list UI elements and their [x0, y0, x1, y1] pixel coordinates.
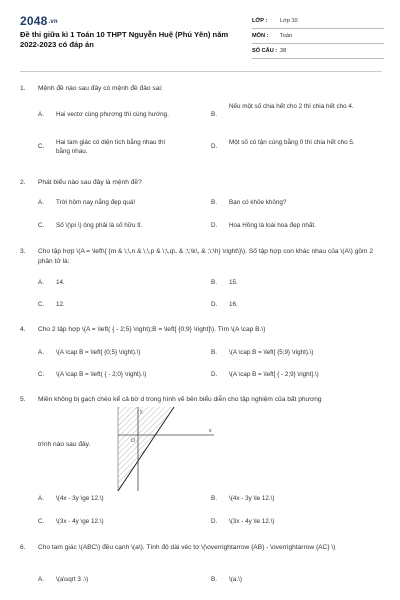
- option-letter: A.: [38, 495, 44, 502]
- option-letter: D.: [211, 518, 218, 525]
- header-divider: [20, 71, 382, 72]
- inequality-graph: [116, 405, 216, 492]
- option-text: \(3x - 4y \le 12.\): [229, 518, 275, 525]
- option-letter: B.: [211, 279, 217, 286]
- question-number: 3.: [20, 248, 26, 255]
- option-text: Bạn có khỏe không?: [229, 199, 287, 206]
- question-text: Miền không bị gạch chéo kể cả bờ d trong hình vẽ bên biểu diễn cho tập nghiệm của bất phương: [38, 396, 322, 403]
- option-letter: C.: [38, 222, 45, 229]
- question-text: Phát biểu nào sau đây là mệnh đề?: [38, 179, 142, 186]
- option-text: Số \(\pi \) ông phải là số hữu tỉ.: [56, 222, 143, 229]
- option-letter: C.: [38, 371, 45, 378]
- question-text-continued: trình nào sau đây.: [38, 441, 91, 448]
- option-letter: D.: [211, 143, 218, 150]
- option-letter: D.: [211, 301, 218, 308]
- x-axis-label: x: [209, 428, 212, 434]
- option-text: \(A \cap B = \left[ {5;9} \right).\): [229, 349, 314, 356]
- option-text: 14.: [56, 279, 65, 286]
- option-text: \(a.\): [229, 576, 242, 583]
- option-text: Hai tam giác có diện tích bằng nhau thì bằng nhau.: [56, 139, 166, 155]
- option-letter: C.: [38, 143, 45, 150]
- meta-subject-value: Toán: [280, 33, 293, 39]
- option-letter: A.: [38, 349, 44, 356]
- meta-row-class: [252, 14, 384, 29]
- document-title: Đề thi giữa kì 1 Toán 10 THPT Nguyễn Huệ (Phú Yên) năm 2022-2023 có đáp án: [20, 30, 229, 49]
- origin-label: O: [131, 438, 135, 444]
- meta-class-label: LỚP :: [252, 18, 268, 24]
- option-text: 15.: [229, 279, 238, 286]
- option-text: \(3x - 4y \ge 12.\): [56, 518, 104, 525]
- meta-subject-label: MÔN :: [252, 33, 269, 39]
- option-text: 12.: [56, 301, 65, 308]
- meta-class-value: Lớp 10: [280, 18, 298, 24]
- question-text: Cho tam giác \(ABC\) đều cạnh \(a\). Tính độ dài véc tơ \(\overrightarrow {AB} - \overrightarrow {AC} \): [38, 544, 336, 551]
- question-text: Cho 2 tập hợp \(A = \left( { - 2;5} \right);B = \left[ {0;9} \right]\). Tìm \(A \cap B.\): [38, 326, 266, 333]
- option-text: \(A \cap B = \left[ {0;5} \right).\): [56, 349, 141, 356]
- option-letter: C.: [38, 301, 45, 308]
- site-logo[interactable]: [20, 14, 58, 28]
- option-letter: B.: [211, 199, 217, 206]
- question-text: Mệnh đề nào sau đây có mệnh đề đảo sai:: [38, 85, 163, 92]
- option-letter: B.: [211, 111, 217, 118]
- option-text: \(4x - 3y \ge 12.\): [56, 495, 104, 502]
- option-text: 16.: [229, 301, 238, 308]
- option-text: \(A \cap B = \left[ { - 2;9} \right].\): [229, 371, 319, 378]
- option-text: Một số có tận cùng bằng 0 thì chia hết cho 5.: [229, 139, 355, 146]
- option-letter: A.: [38, 279, 44, 286]
- option-text: Hai vectơ cùng phương thì cùng hướng.: [56, 111, 169, 118]
- option-text: Trời hôm nay nắng đẹp quá!: [56, 199, 136, 206]
- document-header: [20, 10, 385, 66]
- question-number: 2.: [20, 179, 26, 186]
- logo-text: 2048: [20, 14, 48, 28]
- question-number: 5.: [20, 396, 26, 403]
- option-letter: B.: [211, 495, 217, 502]
- option-letter: B.: [211, 349, 217, 356]
- option-letter: B.: [211, 576, 217, 583]
- option-text: \(4x - 3y \le 12.\): [229, 495, 275, 502]
- question-number: 4.: [20, 326, 26, 333]
- meta-table: [252, 14, 384, 59]
- option-letter: A.: [38, 576, 44, 583]
- question-number: 6.: [20, 544, 26, 551]
- option-letter: D.: [211, 371, 218, 378]
- option-letter: C.: [38, 518, 45, 525]
- option-text: Hoa Hồng là loài hoa đẹp nhất.: [229, 222, 316, 229]
- option-text: \(A \cap B = \left( { - 2;0} \right).\): [56, 371, 147, 378]
- option-letter: A.: [38, 111, 44, 118]
- meta-row-count: [252, 44, 384, 59]
- y-axis-label: y: [140, 409, 143, 415]
- meta-row-subject: [252, 29, 384, 44]
- option-text: \(a\sqrt 3 .\): [56, 576, 89, 583]
- logo-suffix: .vn: [48, 19, 58, 25]
- question-text: Cho tập hợp \(A = \left\{ {m & \;\,n & \;\,p & \;\,q\, & ;\;\k\, & ;\;\h} \right\}\). Số tập hợp con khác nhau của \(A\) gồm 2 phần tử là:: [38, 248, 374, 265]
- option-letter: D.: [211, 222, 218, 229]
- option-letter: A.: [38, 199, 44, 206]
- meta-count-label: SỐ CÂU :: [252, 48, 278, 54]
- option-text: Nếu một số chia hết cho 2 thì chia hết cho 4.: [229, 103, 354, 110]
- question-number: 1.: [20, 85, 26, 92]
- meta-count-value: 38: [280, 48, 287, 54]
